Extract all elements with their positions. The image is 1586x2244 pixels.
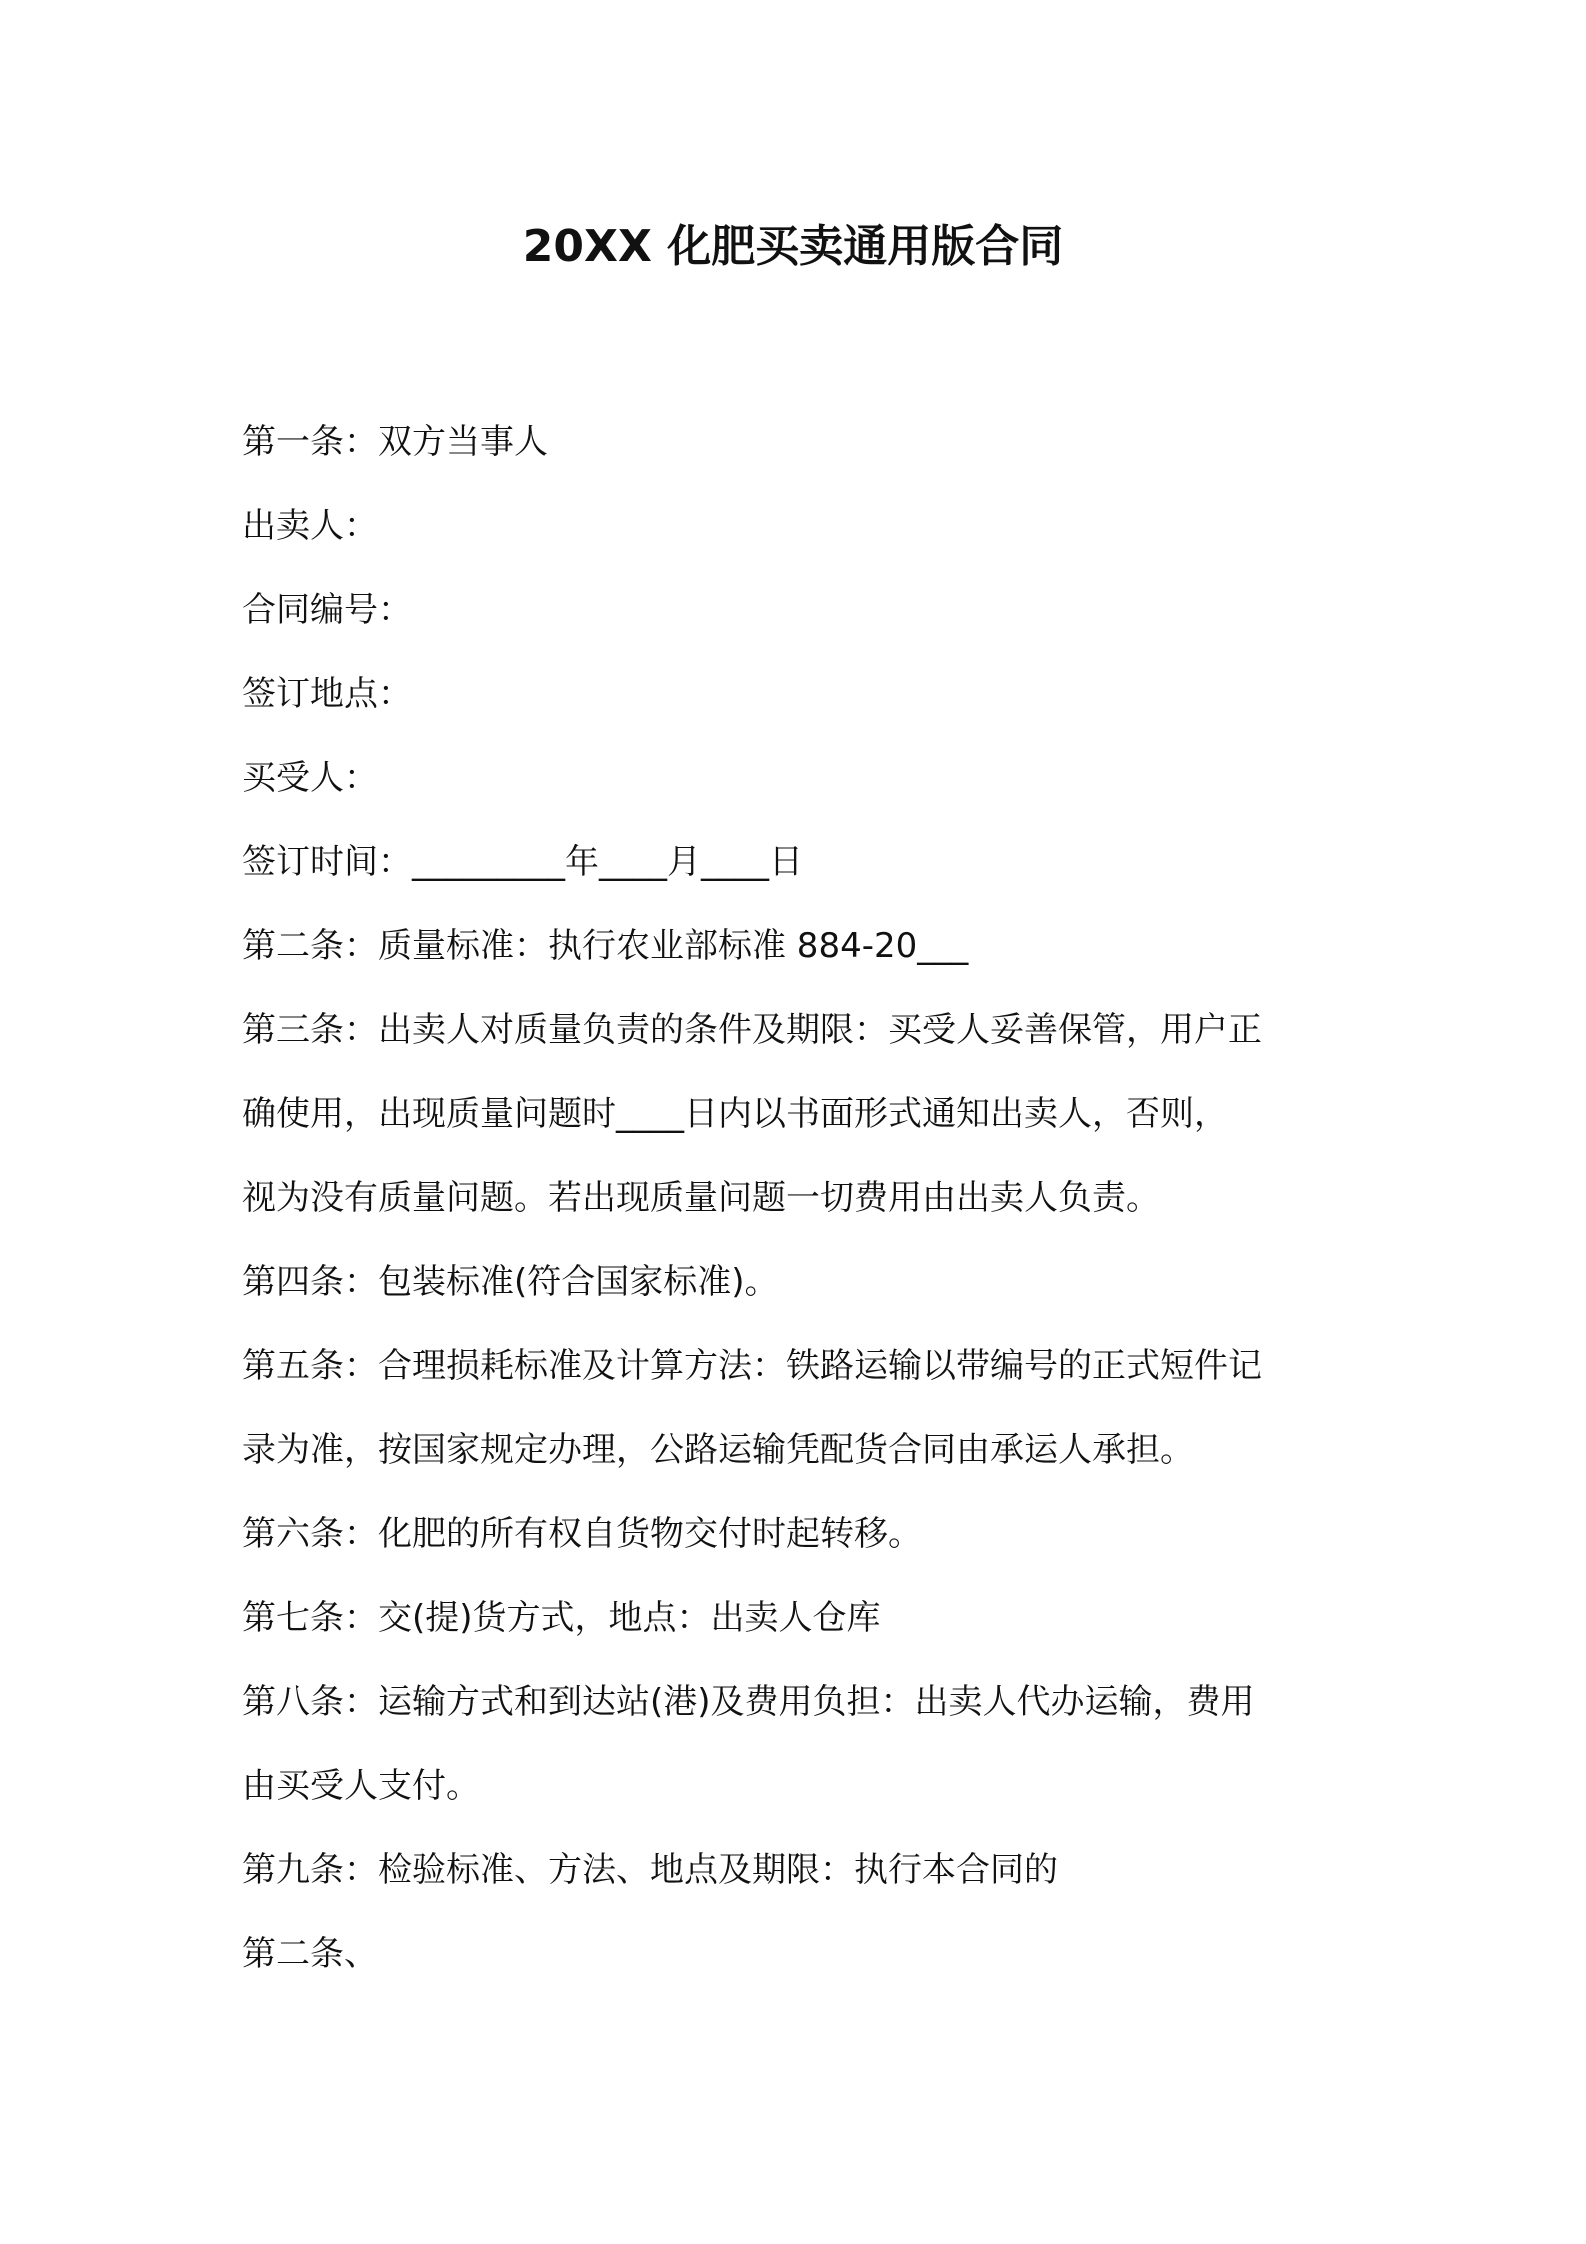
line-article-1: 第一条：双方当事人 <box>242 422 548 462</box>
line-article-2: 第二条：质量标准：执行农业部标准 884-20___ <box>242 926 969 966</box>
line-seller: 出卖人： <box>242 506 378 546</box>
line-signing-date: 签订时间：_________年____月____日 <box>242 842 803 882</box>
line-article-2-reference: 第二条、 <box>242 1934 378 1974</box>
line-article-5-part1: 第五条：合理损耗标准及计算方法：铁路运输以带编号的正式短件记 <box>242 1346 1262 1386</box>
contract-body <box>242 400 1362 1996</box>
line-buyer: 买受人： <box>242 758 378 798</box>
line-article-5-part2: 录为准，按国家规定办理，公路运输凭配货合同由承运人承担。 <box>242 1430 1194 1470</box>
line-article-8-part1: 第八条：运输方式和到达站(港)及费用负担：出卖人代办运输，费用 <box>242 1682 1255 1722</box>
line-article-7: 第七条：交(提)货方式，地点：出卖人仓库 <box>242 1598 881 1638</box>
line-signing-place: 签订地点： <box>242 674 412 714</box>
line-article-8-part2: 由买受人支付。 <box>242 1766 480 1806</box>
line-article-4: 第四条：包装标准(符合国家标准)。 <box>242 1262 779 1302</box>
line-contract-number: 合同编号： <box>242 590 412 630</box>
document-title: 20XX 化肥买卖通用版合同 <box>522 221 1064 272</box>
line-article-9: 第九条：检验标准、方法、地点及期限：执行本合同的 <box>242 1850 1058 1890</box>
line-article-3-part2: 确使用，出现质量问题时____日内以书面形式通知出卖人，否则， <box>242 1094 1228 1134</box>
line-article-3-part1: 第三条：出卖人对质量负责的条件及期限：买受人妥善保管，用户正 <box>242 1010 1262 1050</box>
line-article-3-part3: 视为没有质量问题。若出现质量问题一切费用由出卖人负责。 <box>242 1178 1160 1218</box>
line-article-6: 第六条：化肥的所有权自货物交付时起转移。 <box>242 1514 922 1554</box>
